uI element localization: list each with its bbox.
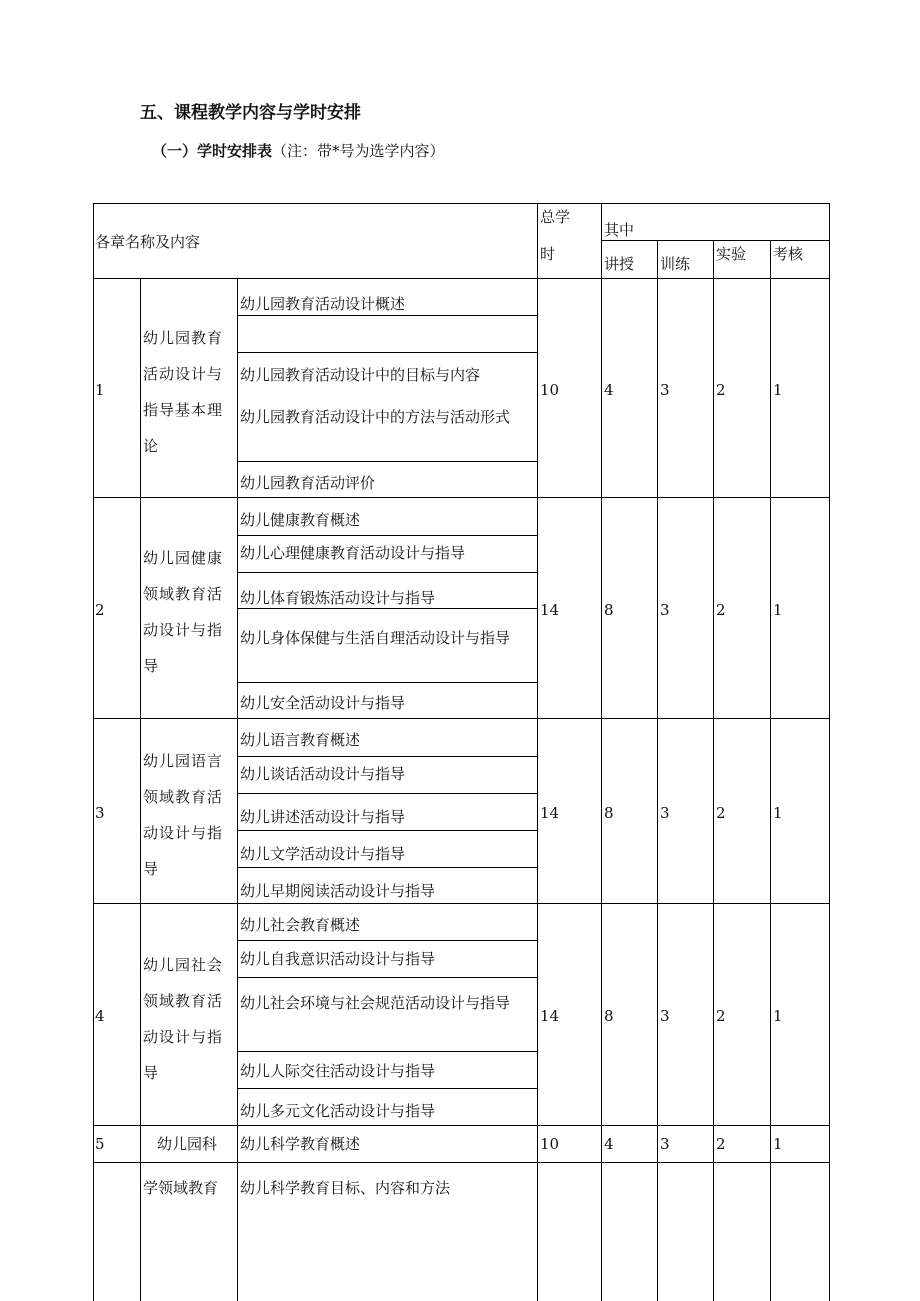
row-2-training: 3 — [660, 601, 670, 619]
row-1-experiment: 2 — [716, 381, 726, 399]
header-assessment: 考核 — [773, 245, 804, 263]
row-3-assessment: 1 — [773, 804, 783, 822]
row-3-item-5: 幼儿早期阅读活动设计与指导 — [240, 882, 436, 900]
row-2-item-4: 幼儿身体保健与生活自理活动设计与指导 — [240, 629, 511, 647]
row-4-number: 4 — [95, 1007, 105, 1025]
header-total-line1: 总学 — [540, 208, 571, 226]
row-3-item-1: 幼儿语言教育概述 — [240, 731, 361, 749]
header-chapter: 各章名称及内容 — [95, 233, 201, 251]
row-3-total: 14 — [540, 804, 560, 822]
row-4-lecture: 8 — [604, 1007, 614, 1025]
row-2-title: 幼儿园健康领域教育活动设计与指导 — [143, 549, 224, 675]
row-5-item-2: 幼儿科学教育目标、内容和方法 — [240, 1179, 451, 1197]
row-5-item-1: 幼儿科学教育概述 — [240, 1135, 361, 1153]
row-3-item-2: 幼儿谈话活动设计与指导 — [240, 765, 406, 783]
row-3-title: 幼儿园语言领域教育活动设计与指导 — [143, 752, 224, 878]
row-4-item-5: 幼儿多元文化活动设计与指导 — [240, 1102, 436, 1120]
row-1-training: 3 — [660, 381, 670, 399]
row-2-total: 14 — [540, 601, 560, 619]
row-5-number: 5 — [95, 1135, 105, 1153]
row-3-number: 3 — [95, 804, 105, 822]
row-1-assessment: 1 — [773, 381, 783, 399]
row-1-total: 10 — [540, 381, 560, 399]
row-2-lecture: 8 — [604, 601, 614, 619]
row-4-item-4: 幼儿人际交往活动设计与指导 — [240, 1062, 436, 1080]
row-3-training: 3 — [660, 804, 670, 822]
row-4-total: 14 — [540, 1007, 560, 1025]
row-5-assessment: 1 — [773, 1135, 783, 1153]
header-lecture: 讲授 — [604, 255, 635, 273]
row-1-item-4: 幼儿园教育活动评价 — [240, 474, 376, 492]
row-2-item-1: 幼儿健康教育概述 — [240, 511, 361, 529]
row-5-title-line2: 学领域教育 — [143, 1179, 219, 1197]
row-5-training: 3 — [660, 1135, 670, 1153]
row-1-item-3: 幼儿园教育活动设计中的方法与活动形式 — [240, 408, 511, 426]
row-2-item-5: 幼儿安全活动设计与指导 — [240, 694, 406, 712]
row-3-item-3: 幼儿讲述活动设计与指导 — [240, 808, 406, 826]
row-4-training: 3 — [660, 1007, 670, 1025]
header-total-line2: 时 — [540, 245, 556, 263]
row-5-title-line1: 幼儿园科 — [157, 1135, 218, 1153]
row-2-number: 2 — [95, 601, 105, 619]
header-experiment: 实验 — [716, 245, 747, 263]
row-4-assessment: 1 — [773, 1007, 783, 1025]
row-3-experiment: 2 — [716, 804, 726, 822]
row-4-experiment: 2 — [716, 1007, 726, 1025]
row-1-number: 1 — [95, 381, 105, 399]
section-heading: 五、课程教学内容与学时安排 — [140, 103, 361, 123]
row-4-title: 幼儿园社会领域教育活动设计与指导 — [143, 956, 224, 1082]
row-1-item-1: 幼儿园教育活动设计概述 — [240, 295, 406, 313]
table-caption-title: （一）学时安排表 — [152, 142, 273, 160]
row-2-experiment: 2 — [716, 601, 726, 619]
row-5-experiment: 2 — [716, 1135, 726, 1153]
row-5-lecture: 4 — [604, 1135, 614, 1153]
header-among: 其中 — [604, 221, 635, 239]
row-3-item-4: 幼儿文学活动设计与指导 — [240, 845, 406, 863]
table-caption-note: （注：带*号为选学内容） — [272, 142, 445, 160]
row-1-item-2: 幼儿园教育活动设计中的目标与内容 — [240, 366, 481, 384]
row-4-item-1: 幼儿社会教育概述 — [240, 916, 361, 934]
row-4-item-3: 幼儿社会环境与社会规范活动设计与指导 — [240, 994, 511, 1012]
table-caption — [152, 140, 445, 161]
row-2-item-3: 幼儿体育锻炼活动设计与指导 — [240, 589, 436, 607]
row-5-total: 10 — [540, 1135, 560, 1153]
row-4-item-2: 幼儿自我意识活动设计与指导 — [240, 950, 436, 968]
header-training: 训练 — [660, 255, 691, 273]
row-3-lecture: 8 — [604, 804, 614, 822]
row-2-assessment: 1 — [773, 601, 783, 619]
row-2-item-2: 幼儿心理健康教育活动设计与指导 — [240, 544, 466, 562]
row-1-lecture: 4 — [604, 381, 614, 399]
row-1-title: 幼儿园教育活动设计与指导基本理论 — [143, 329, 224, 455]
